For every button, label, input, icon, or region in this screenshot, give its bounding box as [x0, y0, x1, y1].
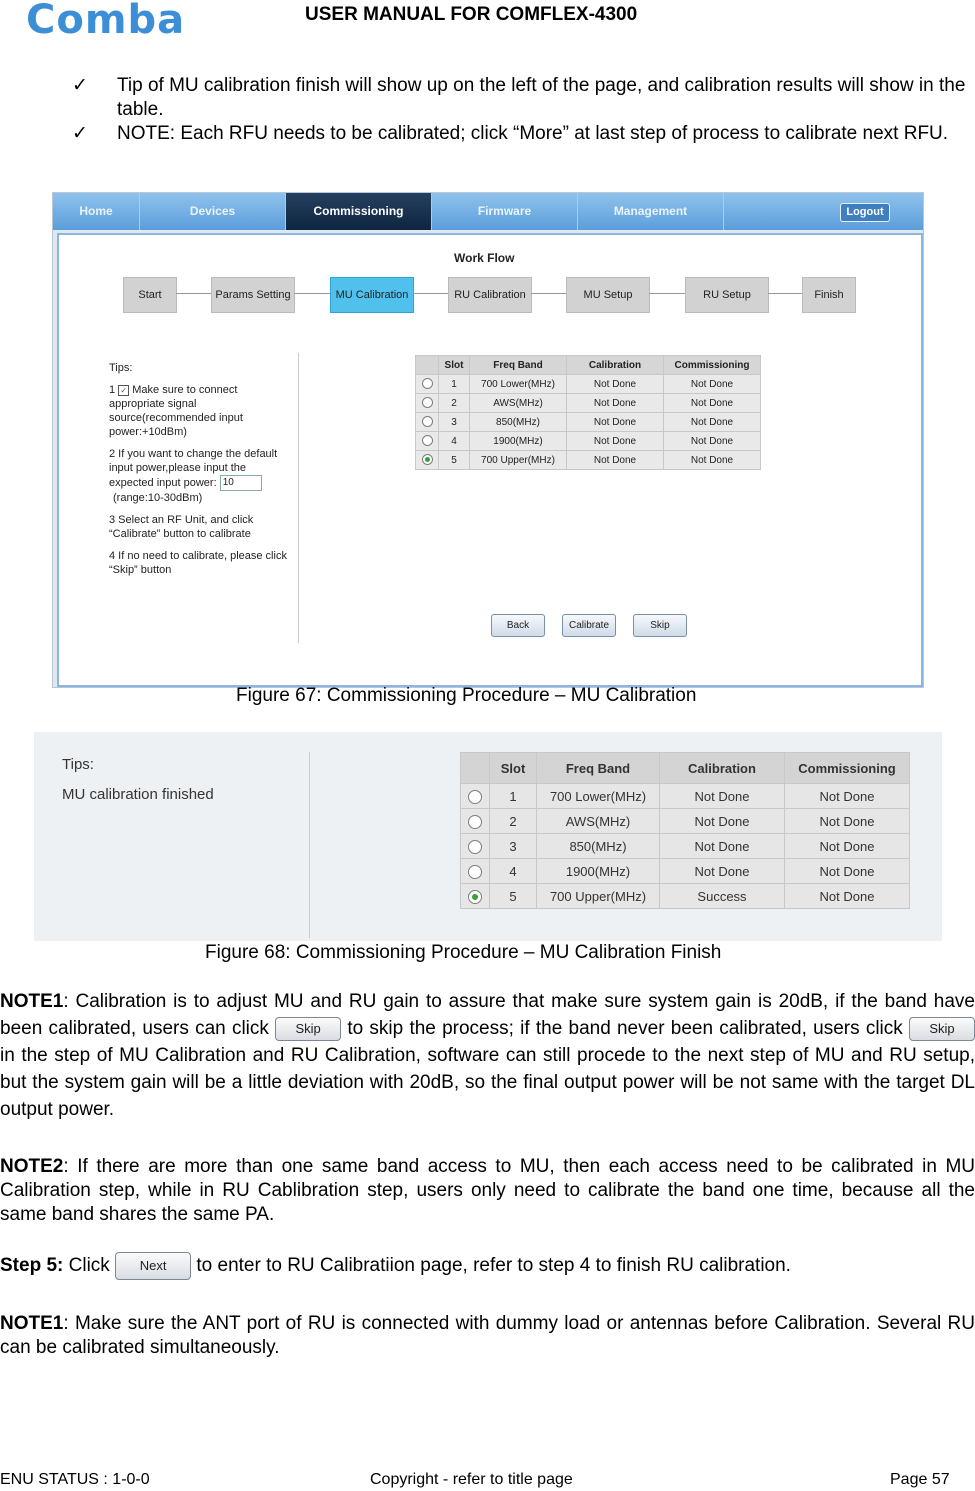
cell-slot: 3 [439, 413, 470, 432]
cell-commissioning: Not Done [664, 394, 761, 413]
radio-button[interactable] [422, 416, 433, 427]
table-row[interactable] [416, 375, 761, 394]
comba-logo [26, 0, 208, 43]
cell-commissioning: Not Done [785, 784, 910, 809]
table-header-select [461, 753, 490, 784]
step-connector [649, 293, 685, 294]
step-connector [413, 293, 448, 294]
footer-copyright: Copyright - refer to title page [370, 1471, 573, 1488]
cell-commissioning: Not Done [664, 451, 761, 470]
row-radio[interactable] [461, 809, 490, 834]
inline-skip-button: Skip [909, 1017, 975, 1041]
nav-tab-devices[interactable]: Devices [140, 193, 286, 230]
radio-button-selected[interactable] [468, 890, 482, 904]
cell-slot: 5 [490, 884, 537, 909]
row-radio[interactable] [461, 859, 490, 884]
cell-freq-band: 700 Upper(MHz) [537, 884, 660, 909]
tips-title: Tips: [109, 362, 133, 374]
table-row[interactable] [461, 859, 910, 884]
tip-1-text: Make sure to connect appropriate signal source(recommended input power:+10dBm) [109, 384, 243, 438]
radio-button[interactable] [468, 790, 482, 804]
footer-status: ENU STATUS : 1-0-0 [0, 1471, 150, 1488]
step-params-setting[interactable]: Params Setting [211, 277, 295, 313]
row-radio[interactable] [461, 884, 490, 909]
cell-freq-band: 1900(MHz) [537, 859, 660, 884]
bullet-item [72, 74, 972, 122]
logo-text: Comba [26, 0, 186, 43]
note1-label: NOTE1 [0, 991, 64, 1012]
logout-button[interactable]: Logout [840, 203, 890, 222]
cell-freq-band: AWS(MHz) [537, 809, 660, 834]
table-header: Freq Band [537, 753, 660, 784]
row-radio[interactable] [416, 413, 439, 432]
step-connector [176, 293, 211, 294]
cell-calibration: Not Done [567, 451, 664, 470]
cell-calibration: Not Done [567, 413, 664, 432]
step-finish[interactable]: Finish [802, 277, 856, 313]
step5-text-pre: Click [68, 1255, 110, 1277]
inline-next-button: Next [115, 1252, 191, 1280]
radio-button[interactable] [422, 378, 433, 389]
radio-button[interactable] [468, 840, 482, 854]
cell-calibration: Not Done [660, 784, 785, 809]
cell-freq-band: 700 Lower(MHz) [537, 784, 660, 809]
cell-slot: 1 [439, 375, 470, 394]
step-mu-setup[interactable]: MU Setup [566, 277, 650, 313]
back-button[interactable]: Back [491, 614, 545, 637]
tips-title: Tips: [62, 756, 94, 773]
mu-calibration-screenshot [52, 192, 924, 688]
table-row[interactable] [416, 432, 761, 451]
note3-label: NOTE1 [0, 1313, 64, 1334]
table-row[interactable] [416, 451, 761, 470]
cell-calibration: Not Done [660, 834, 785, 859]
step-ru-setup[interactable]: RU Setup [685, 277, 769, 313]
cell-commissioning: Not Done [664, 432, 761, 451]
radio-button[interactable] [422, 397, 433, 408]
tip-3: 3 Select an RF Unit, and click “Calibrate” button to calibrate [109, 514, 254, 540]
step5-text-post: to enter to RU Calibratiion page, refer to step 4 to finish RU calibration. [196, 1255, 791, 1277]
table-header: Commissioning [664, 356, 761, 375]
step-connector [531, 293, 566, 294]
cell-freq-band: 700 Lower(MHz) [470, 375, 567, 394]
table-row[interactable] [416, 413, 761, 432]
radio-button-selected[interactable] [422, 454, 433, 465]
note3-text: : Make sure the ANT port of RU is connected with dummy load or antennas before Calibration. Several RU can be calibrated simultaneously. [0, 1313, 975, 1358]
inline-skip-button: Skip [275, 1017, 341, 1041]
row-radio[interactable] [416, 432, 439, 451]
skip-button[interactable]: Skip [633, 614, 687, 637]
row-radio[interactable] [461, 834, 490, 859]
cell-slot: 3 [490, 834, 537, 859]
table-row[interactable] [461, 784, 910, 809]
cell-commissioning: Not Done [785, 834, 910, 859]
cell-freq-band: 850(MHz) [470, 413, 567, 432]
table-row[interactable] [416, 394, 761, 413]
note1-text-1: : Calibration is to adjust MU and RU gain to assure that make sure system gain is 20dB, if the band have been calibrated, users can click [0, 991, 975, 1039]
note2-paragraph [0, 1155, 975, 1227]
calibrate-button[interactable]: Calibrate [562, 614, 616, 637]
cell-calibration: Success [660, 884, 785, 909]
divider [309, 752, 310, 938]
tip-2-text: 2 If you want to change the default input power,please input the expected input power: [109, 448, 278, 489]
workflow-title: Work Flow [454, 251, 515, 265]
tip-4: 4 If no need to calibrate, please click “Skip” button [109, 550, 287, 576]
cell-slot: 2 [490, 809, 537, 834]
cell-slot: 4 [439, 432, 470, 451]
cell-calibration: Not Done [660, 809, 785, 834]
step-connector [768, 293, 802, 294]
cell-commissioning: Not Done [785, 859, 910, 884]
row-radio[interactable] [416, 451, 439, 470]
note2-text: : If there are more than one same band access to MU, then each access need to be calibrated in MU Calibration step, while in RU Cablibration step, users only need to calibrate the band one time, because all the same band shares the same PA. [0, 1156, 975, 1225]
bullet-text: Tip of MU calibration finish will show up on the left of the page, and calibration results will show in the table. [117, 75, 966, 120]
nav-tab-commissioning[interactable]: Commissioning [286, 193, 432, 230]
divider [298, 353, 299, 643]
note1-paragraph [0, 988, 975, 1123]
note1-text-2: to skip the process; if the band never been calibrated, users click [347, 1018, 903, 1039]
check-icon: ✓ [72, 123, 88, 144]
table-row[interactable] [461, 834, 910, 859]
nav-tab-management[interactable]: Management [578, 193, 724, 230]
step-start[interactable]: Start [123, 277, 177, 313]
cell-freq-band: 1900(MHz) [470, 432, 567, 451]
tip-2 [109, 447, 289, 505]
cell-freq-band: 700 Upper(MHz) [470, 451, 567, 470]
radio-button[interactable] [422, 435, 433, 446]
rfu-table [460, 752, 910, 909]
cell-slot: 2 [439, 394, 470, 413]
step-ru-calibration[interactable]: RU Calibration [448, 277, 532, 313]
tips-panel [109, 361, 289, 577]
top-nav-bar [53, 193, 923, 230]
table-header-select [416, 356, 439, 375]
step5-label: Step 5: [0, 1255, 64, 1277]
nav-tab-firmware[interactable]: Firmware [432, 193, 578, 230]
bullet-item [72, 122, 972, 170]
table-row[interactable] [461, 809, 910, 834]
step5-paragraph [0, 1252, 975, 1280]
table-header: Freq Band [470, 356, 567, 375]
step-mu-calibration[interactable]: MU Calibration [330, 277, 414, 313]
cell-freq-band: AWS(MHz) [470, 394, 567, 413]
row-radio[interactable] [416, 394, 439, 413]
cell-calibration: Not Done [660, 859, 785, 884]
header-title: USER MANUAL FOR COMFLEX-4300 [305, 4, 638, 25]
cell-slot: 5 [439, 451, 470, 470]
figure-68-caption: Figure 68: Commissioning Procedure – MU Calibration Finish [205, 942, 722, 963]
tip-1 [109, 383, 289, 439]
table-header: Calibration [567, 356, 664, 375]
table-header: Commissioning [785, 753, 910, 784]
table-header: Calibration [660, 753, 785, 784]
cell-calibration: Not Done [567, 432, 664, 451]
step-connector [294, 293, 330, 294]
cell-commissioning: Not Done [785, 884, 910, 909]
tips-text: MU calibration finished [62, 786, 214, 803]
radio-button[interactable] [468, 815, 482, 829]
note1-text-3: in the step of MU Calibration and RU Calibration, software can still procede to the next step of MU and RU setup, but the system gain will be a little deviation with 20dB, so the final output power will be not same with the target DL output power. [0, 1045, 975, 1120]
cell-calibration: Not Done [567, 394, 664, 413]
figure-67-caption: Figure 67: Commissioning Procedure – MU Calibration [236, 685, 697, 706]
footer-page-number: Page 57 [890, 1471, 950, 1488]
table-row[interactable] [461, 884, 910, 909]
cell-commissioning: Not Done [664, 375, 761, 394]
bullet-text: NOTE: Each RFU needs to be calibrated; click “More” at last step of process to calibrate next RFU. [117, 123, 949, 144]
row-radio[interactable] [416, 375, 439, 394]
table-header: Slot [490, 753, 537, 784]
row-radio[interactable] [461, 784, 490, 809]
cell-commissioning: Not Done [785, 809, 910, 834]
rfu-table [415, 355, 761, 470]
radio-button[interactable] [468, 865, 482, 879]
tip-2-range: (range:10-30dBm) [113, 492, 203, 504]
note3-paragraph [0, 1312, 975, 1360]
cell-freq-band: 850(MHz) [537, 834, 660, 859]
cell-calibration: Not Done [567, 375, 664, 394]
cell-slot: 1 [490, 784, 537, 809]
mu-calibration-finish-screenshot [34, 732, 942, 941]
check-icon: ✓ [72, 75, 88, 96]
tip-1-number: 1 [109, 384, 116, 396]
note2-label: NOTE2 [0, 1156, 64, 1177]
cell-commissioning: Not Done [664, 413, 761, 432]
nav-tab-home[interactable]: Home [53, 193, 140, 230]
cell-slot: 4 [490, 859, 537, 884]
checkbox-icon[interactable]: ✓ [118, 385, 129, 396]
table-header: Slot [439, 356, 470, 375]
input-power-field[interactable]: 10 [220, 475, 262, 491]
